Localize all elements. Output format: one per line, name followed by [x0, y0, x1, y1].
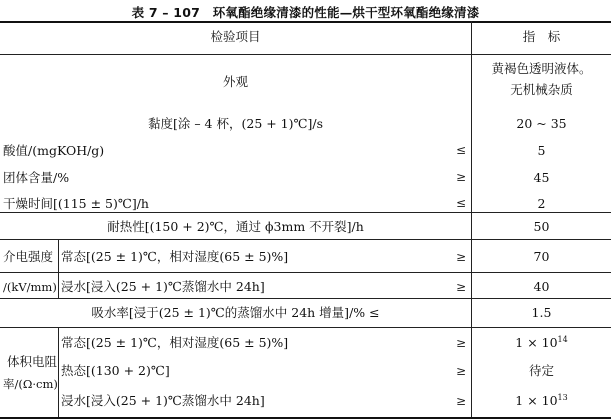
dielectric-group-label-1: 介电强度: [3, 249, 54, 264]
dielectric-group-label-2: /(kV/mm): [3, 280, 57, 294]
spec-table: [0, 21, 611, 419]
header-spec: 指 标: [522, 29, 561, 44]
table-title: 表 7 – 107 环氧酯绝缘清漆的性能—烘干型环氧酯绝缘清漆: [131, 5, 480, 20]
rule-heat: [0, 212, 611, 213]
heat-value: 50: [533, 219, 550, 234]
solids-label: 团体含量/%: [3, 170, 70, 185]
resistivity-hot-value: 待定: [528, 363, 554, 378]
solids-value: 45: [533, 170, 550, 185]
drying-value: 2: [537, 196, 546, 211]
resistivity-group-label-2: 率/(Ω·cm): [3, 377, 58, 391]
resistivity-normal-label: 常态[(25 ± 1)℃，相对湿度(65 ± 5)%]: [61, 335, 289, 350]
acid-label: 酸值/(mgKOH/g): [3, 143, 105, 158]
acid-op: ≤: [456, 143, 467, 157]
resistivity-hot-label: 热态[(130 + 2)℃]: [61, 363, 170, 378]
resistivity-soak-exponent: 13: [557, 392, 568, 402]
rule-dielectric-group: [58, 239, 59, 298]
drying-op: ≤: [456, 196, 467, 210]
resistivity-normal-value: [472, 335, 611, 351]
water-label: 吸水率[浸于(25 ± 1)℃的蒸馏水中 24h 增量]/% ≤: [91, 305, 380, 320]
rule-resistivity: [0, 327, 611, 328]
viscosity-value: 20 ~ 35: [516, 116, 567, 131]
dielectric-soak-value: 40: [533, 279, 550, 294]
appearance-value-1: 黄褐色透明液体。: [491, 61, 592, 76]
heat-label: 耐热性[(150 + 2)℃，通过 ϕ3mm 不开裂]/h: [107, 219, 364, 234]
resistivity-hot-op: ≥: [456, 364, 467, 378]
resistivity-normal-op: ≥: [456, 336, 467, 350]
rule-dielectric: [0, 239, 611, 240]
resistivity-soak-value: [472, 393, 611, 409]
water-value: 1.5: [531, 305, 552, 320]
resistivity-soak-label: 浸水[浸入(25 + 1)℃蒸馏水中 24h]: [61, 393, 265, 408]
appearance-label: 外观: [222, 74, 248, 89]
rule-water: [0, 298, 611, 299]
viscosity-label: 黏度[涂 – 4 杯，(25 + 1)℃]/s: [147, 116, 324, 131]
rule-top: [0, 21, 611, 23]
resistivity-soak-mantissa: 1 × 10: [515, 393, 558, 408]
rule-header: [0, 54, 611, 55]
resistivity-normal-mantissa: 1 × 10: [515, 335, 558, 350]
acid-value: 5: [537, 143, 546, 158]
rule-resistivity-group: [58, 327, 59, 417]
dielectric-normal-value: 70: [533, 249, 550, 264]
resistivity-group-label-1: 体积电阻: [7, 354, 58, 369]
solids-op: ≥: [456, 170, 467, 184]
drying-label: 干燥时间[(115 ± 5)℃]/h: [3, 196, 149, 211]
resistivity-normal-exponent: 14: [557, 334, 568, 344]
dielectric-normal-label: 常态[(25 ± 1)℃，相对湿度(65 ± 5)%]: [61, 249, 289, 264]
resistivity-soak-op: ≥: [456, 394, 467, 408]
header-item: 检验项目: [210, 29, 261, 44]
appearance-value-2: 无机械杂质: [510, 82, 573, 97]
dielectric-normal-op: ≥: [456, 250, 467, 264]
dielectric-soak-op: ≥: [456, 280, 467, 294]
dielectric-soak-label: 浸水[浸入(25 + 1)℃蒸馏水中 24h]: [61, 279, 265, 294]
rule-mid: [0, 272, 611, 273]
